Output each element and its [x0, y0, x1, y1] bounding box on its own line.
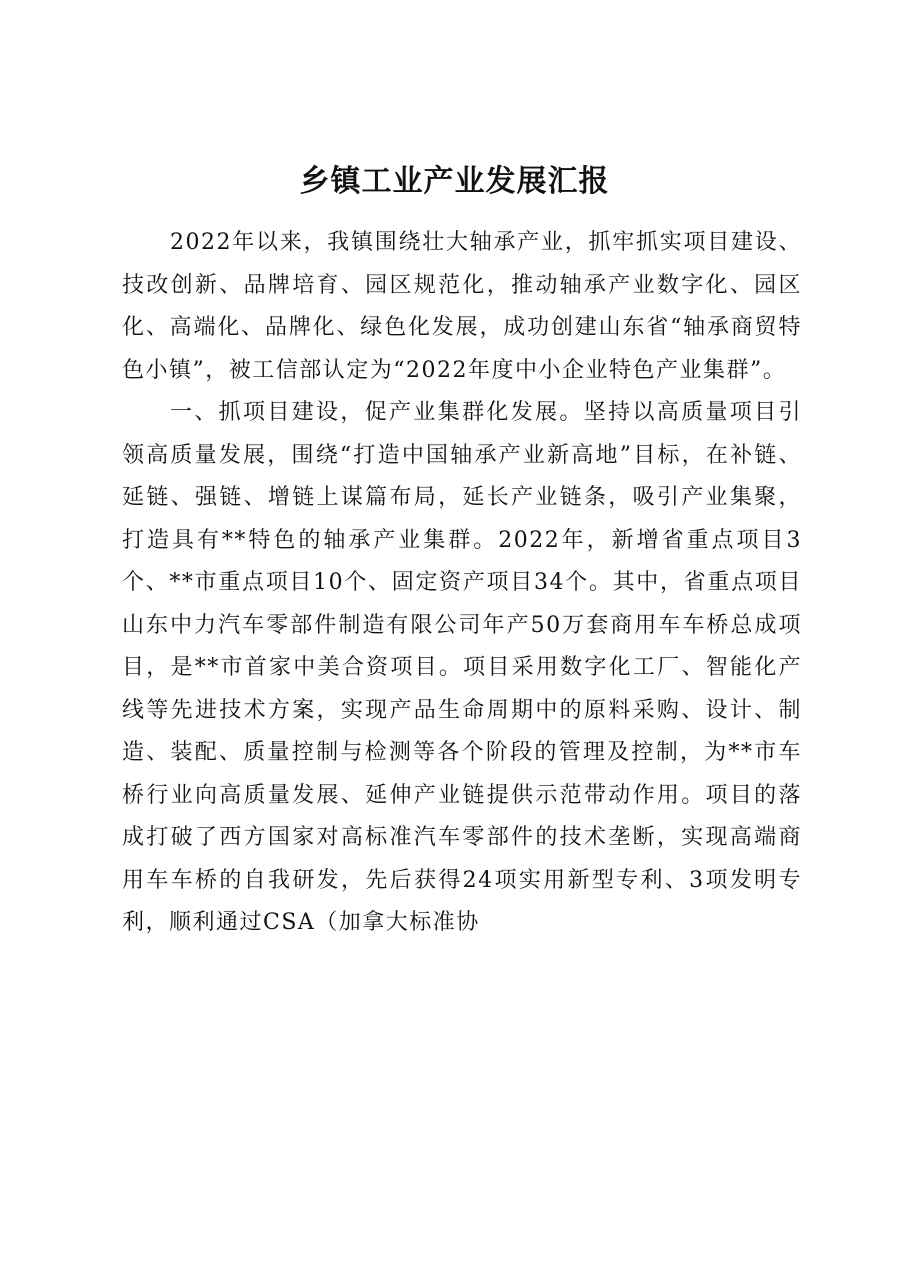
paragraph-section-1: 一、抓项目建设，促产业集群化发展。坚持以高质量项目引领高质量发展，围绕“打造中国轴承产业新高地”目标，在补链、延链、强链、增链上谋篇布局，延长产业链条，吸引产业集聚，打造具有**特色的轴承产业集群。2022年，新增省重点项目3个、**市重点项目10个、固定资产项目34个。其中，省重点项目山东中力汽车零部件制造有限公司年产50万套商用车车桥总成项目，是**市首家中美合资项目。项目采用数字化工厂、智能化产线等先进技术方案，实现产品生命周期中的原料采购、设计、制造、装配、质量控制与检测等各个阶段的管理及控制，为**市车桥行业向高质量发展、延伸产业链提供示范带动作用。项目的落成打破了西方国家对高标准汽车零部件的技术垄断，实现高端商用车车桥的自我研发，先后获得24项实用新型专利、3项发明专利，顺利通过CSA（加拿大标准协 [122, 400, 802, 935]
document-body [122, 222, 802, 945]
document-title: 乡镇工业产业发展汇报 [299, 164, 610, 199]
paragraph-intro: 2022年以来，我镇围绕壮大轴承产业，抓牢抓实项目建设、技改创新、品牌培育、园区规范化，推动轴承产业数字化、园区化、高端化、品牌化、绿色化发展，成功创建山东省“轴承商贸特色小镇”，被工信部认定为“2022年度中小企业特色产业集群”。 [122, 230, 802, 383]
